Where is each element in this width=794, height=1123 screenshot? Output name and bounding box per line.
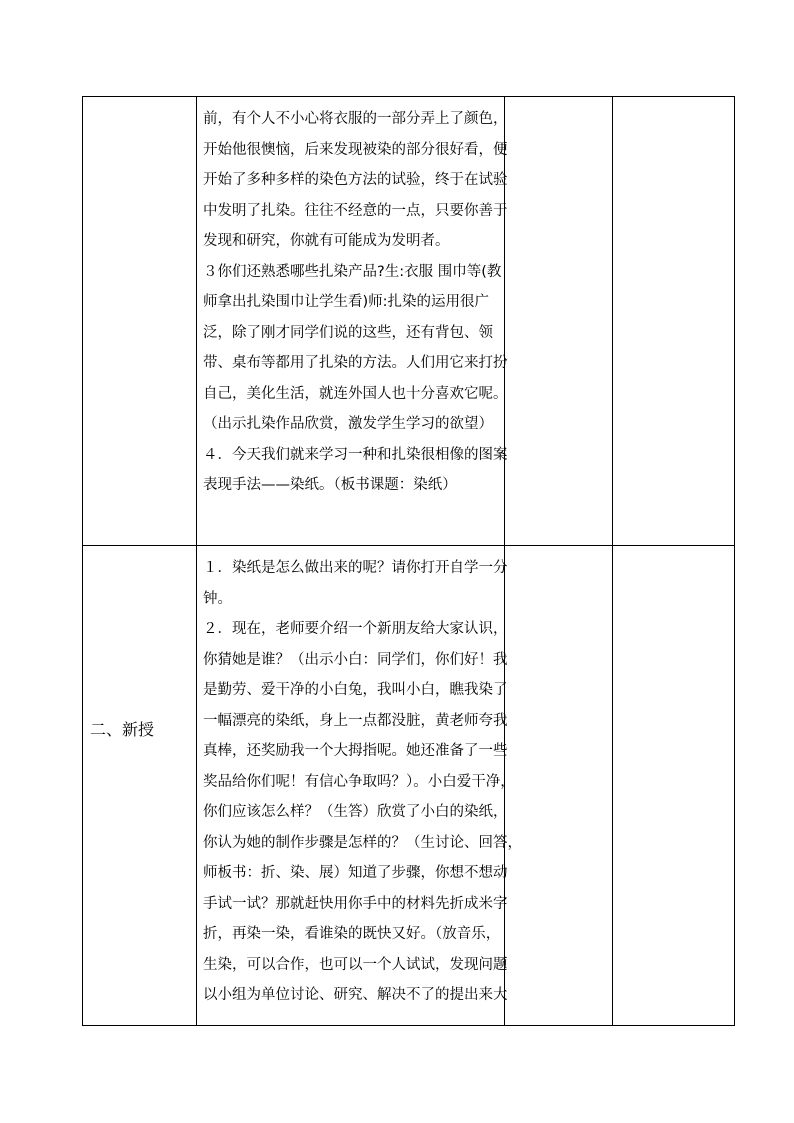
text-line: 师板书：折、染、展）知道了步骤，你想不想动 xyxy=(203,865,508,881)
text-line: 表现手法——染纸。（板书课题：染纸） xyxy=(203,477,457,493)
text-line: 自己，美化生活，就连外国人也十分喜欢它呢。 xyxy=(203,385,508,402)
text-line: 奖品给你们呢！有信心争取吗？）。小白爱干净， xyxy=(203,773,515,790)
text-line: （出示扎染作品欣赏，激发学生学习的欲望） xyxy=(203,416,493,432)
text-line: 中发明了扎染。往往不经意的一点，只要你善于 xyxy=(203,202,508,219)
text-line: 开始了多种多样的染色方法的试验，终于在试验 xyxy=(203,172,508,188)
text-line: 开始他很懊恼，后来发现被染的部分很好看，便 xyxy=(203,141,508,158)
text-line: 师拿出扎染围巾让学生看)师:扎染的运用很广 xyxy=(203,294,490,310)
table-top-border xyxy=(82,96,735,97)
text-line: 手试一试？那就赶快用你手中的材料先折成米字 xyxy=(203,895,508,912)
text-line: 是勤劳、爱干净的小白兔，我叫小白，瞧我染了 xyxy=(203,682,508,698)
text-line: 以小组为单位讨论、研究、解决不了的提出来大 xyxy=(203,987,508,1003)
text-line: 真棒，还奖励我一个大拇指呢。她还准备了一些 xyxy=(203,743,508,759)
text-line: 发现和研究，你就有可能成为发明者。 xyxy=(203,233,450,249)
table-left-border xyxy=(82,96,83,1026)
text-line: ２．现在，老师要介绍一个新朋友给大家认识， xyxy=(203,621,508,637)
text-line: 钟。 xyxy=(203,590,232,607)
text-line: 你猜她是谁？（出示小白：同学们，你们好！我 xyxy=(203,651,508,668)
table-row-divider xyxy=(82,545,735,546)
text-line: 泛，除了刚才同学们说的这些，还有背包、领 xyxy=(203,324,493,341)
lesson-content-row1 xyxy=(203,104,508,501)
text-line: 前，有个人不小心将衣服的一部分弄上了颜色， xyxy=(203,111,508,127)
table-column-divider-1 xyxy=(196,96,197,1026)
table-column-divider-3 xyxy=(612,96,613,1026)
text-line: 带、桌布等都用了扎染的方法。人们用它来打扮 xyxy=(203,355,508,371)
text-line: 你认为她的制作步骤是怎样的？（生讨论、回答， xyxy=(203,834,522,851)
text-line: ４．今天我们就来学习一种和扎染很相像的图案 xyxy=(203,446,508,463)
table-right-border xyxy=(734,96,735,1026)
table-bottom-border xyxy=(82,1025,735,1026)
text-line: 折，再染一染，看谁染的既快又好。（放音乐， xyxy=(203,926,501,942)
lesson-content-row2 xyxy=(203,553,522,1011)
section-label-new-lesson: 二、新授 xyxy=(90,720,155,739)
text-line: 一幅漂亮的染纸，身上一点都没脏，黄老师夸我 xyxy=(203,712,508,729)
text-line: 生染，可以合作，也可以一个人试试，发现问题 xyxy=(203,956,508,973)
text-line: ３你们还熟悉哪些扎染产品?生:衣服 围巾等(教 xyxy=(203,263,502,280)
text-line: １．染纸是怎么做出来的呢？请你打开自学一分 xyxy=(203,560,508,576)
text-line: 你们应该怎么样？（生答）欣赏了小白的染纸， xyxy=(203,804,508,820)
